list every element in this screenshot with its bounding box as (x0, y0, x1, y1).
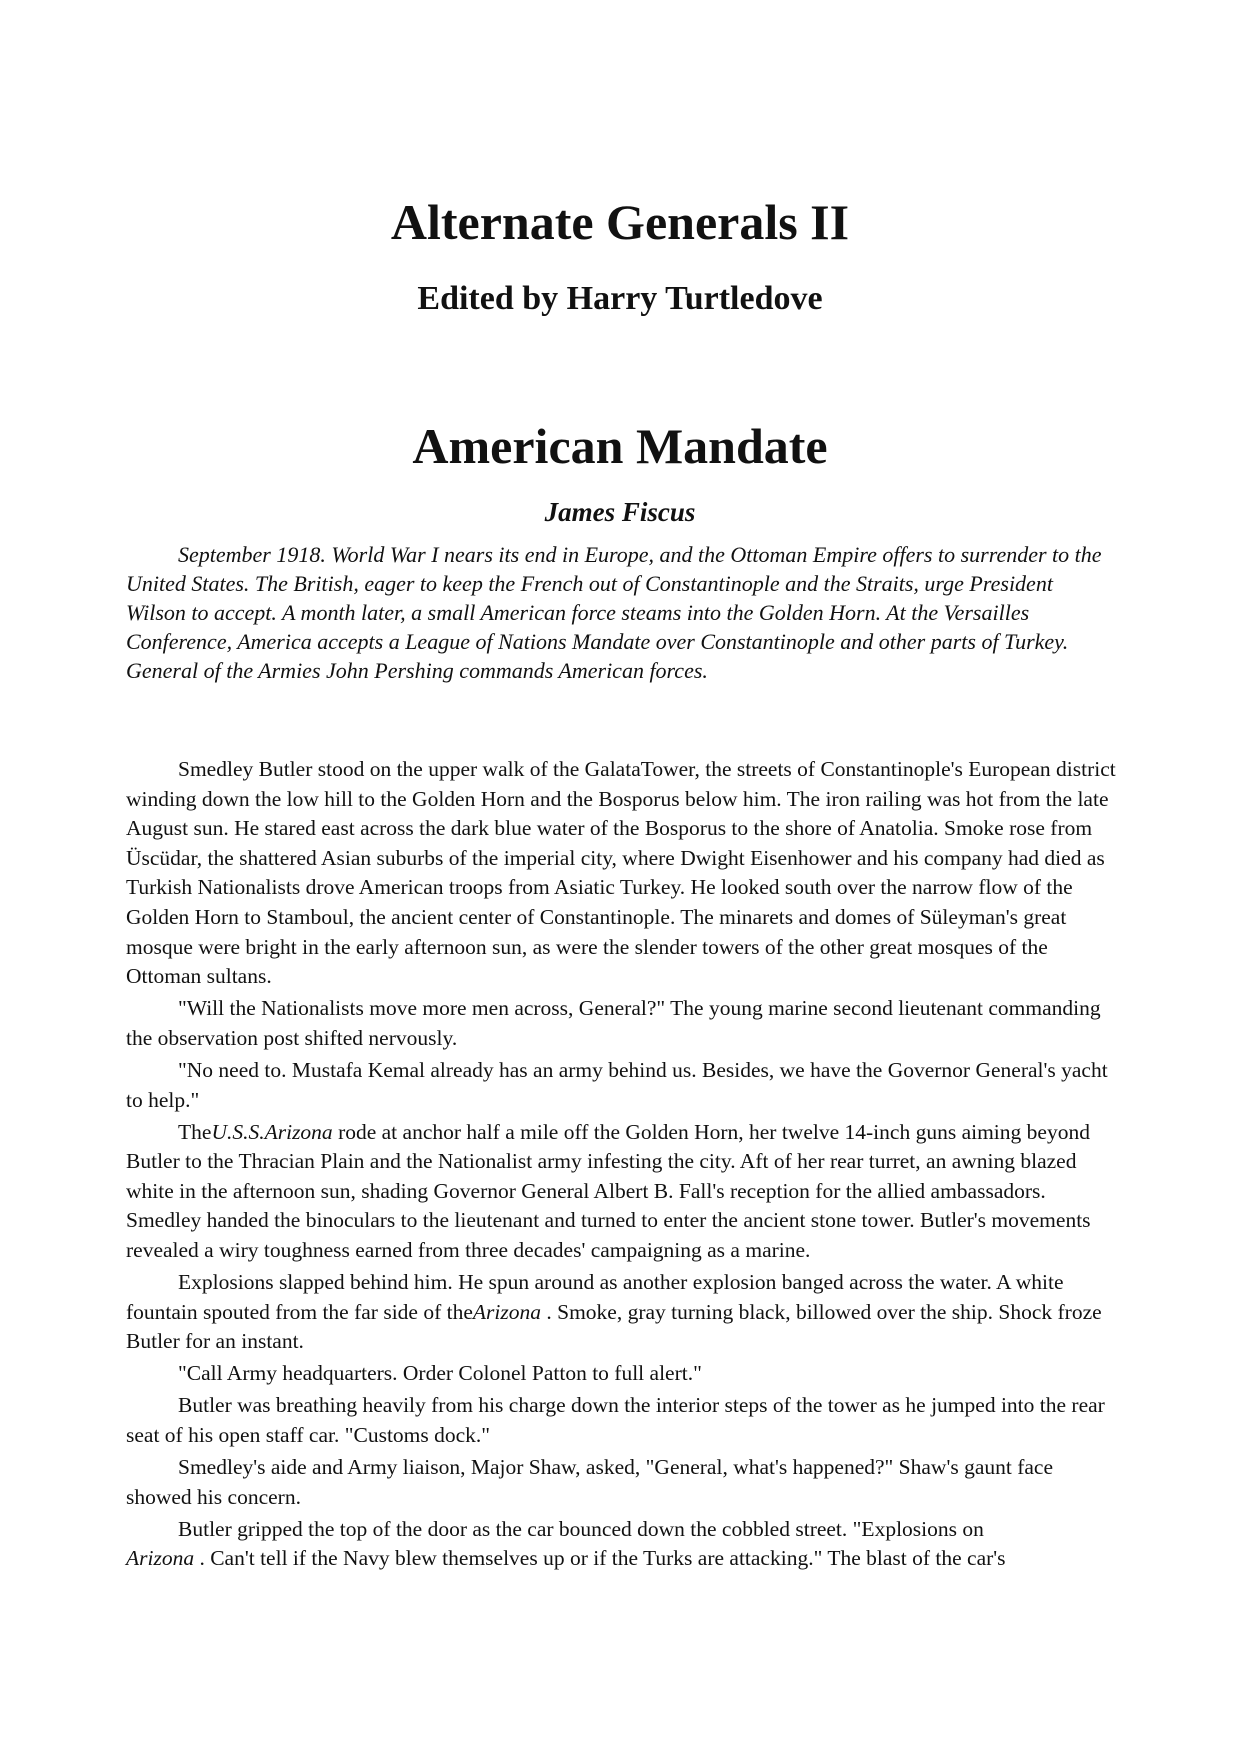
story-title: American Mandate (412, 418, 828, 474)
paragraph-4-lead: The (178, 1119, 212, 1144)
ship-name: Arizona (126, 1546, 195, 1571)
paragraph-5-rest: . Smoke, gray turning black, billowed over the ship. Shock froze Butler for an instant. (126, 1299, 1102, 1354)
paragraph-3: "No need to. Mustafa Kemal already has an army behind us. Besides, we have the Governor General's yacht to help." (126, 1057, 1108, 1112)
book-title: Alternate Generals II (390, 194, 850, 250)
paragraph-6: "Call Army headquarters. Order Colonel Patton to full alert." (178, 1361, 702, 1386)
paragraph-8: Smedley's aide and Army liaison, Major Shaw, asked, "General, what's happened?" Shaw's gaunt face showed his concern. (126, 1455, 1054, 1509)
paragraph-4 (126, 1118, 1116, 1266)
story-intro: September 1918. World War I nears its end in Europe, and the Ottoman Empire offers to surrender to the United States. The British, eager to keep the French out of Constantinople and the Straits, urge President Wilson to accept. A month later, a small American force steams into the Golden Horn. At the Versailles Conference, America accepts a League of Nations Mandate over Constantinople and other parts of Turkey. General of the Armies John Pershing commands American forces. (126, 542, 1102, 683)
paragraph-5 (126, 1268, 1116, 1357)
ship-name: U.S.S.Arizona (211, 1119, 333, 1144)
story-author: James Fiscus (544, 497, 696, 527)
paragraph-1: Smedley Butler stood on the upper walk of the GalataTower, the streets of Constantinople's European district winding down the low hill to the Golden Horn and the Bosporus below him. The iron railing was hot from the late August sun. He stared east across the dark blue water of the Bosporus to the shore of Anatolia. Smoke rose from Üscüdar, the shattered Asian suburbs of the imperial city, where Dwight Eisenhower and his company had died as Turkish Nationalists drove American troops from Asiatic Turkey. He looked south over the narrow flow of the Golden Horn to Stamboul, the ancient center of Constantinople. The minarets and domes of Süleyman's great mosque were bright in the early afternoon sun, as were the slender towers of the other great mosques of the Ottoman sultans. (126, 757, 1116, 989)
paragraph-9-rest: . Can't tell if the Navy blew themselves up or if the Turks are attacking." The blast of the car's (194, 1546, 1006, 1571)
paragraph-4-rest: rode at anchor half a mile off the Golden Horn, her twelve 14-inch guns aiming beyond Butler to the Thracian Plain and the Nationalist army infesting the city. Aft of her rear turret, an awning blazed white in the afternoon sun, shading Governor General Albert B. Fall's reception for the allied ambassadors. Smedley handed the binoculars to the lieutenant and turned to enter the ancient stone tower. Butler's movements revealed a wiry toughness earned from three decades' campaigning as a marine. (126, 1119, 1091, 1262)
paragraph-2: "Will the Nationalists move more men across, General?" The young marine second lieutenant commanding the observation post shifted nervously. (126, 996, 1101, 1050)
paragraph-7: Butler was breathing heavily from his charge down the interior steps of the tower as he jumped into the rear seat of his open staff car. "Customs dock." (126, 1393, 1105, 1448)
book-editor: Edited by Harry Turtledove (417, 280, 823, 317)
paragraph-9 (126, 1515, 1116, 1574)
story-body (126, 755, 1116, 1577)
ship-name: Arizona (472, 1299, 541, 1324)
paragraph-5-lead: Explosions slapped behind him. He spun around as another explosion banged across the water. A white fountain spouted from the far side of the (126, 1270, 1064, 1324)
paragraph-9-lead: Butler gripped the top of the door as the car bounced down the cobbled street. "Explosions on (178, 1516, 984, 1541)
